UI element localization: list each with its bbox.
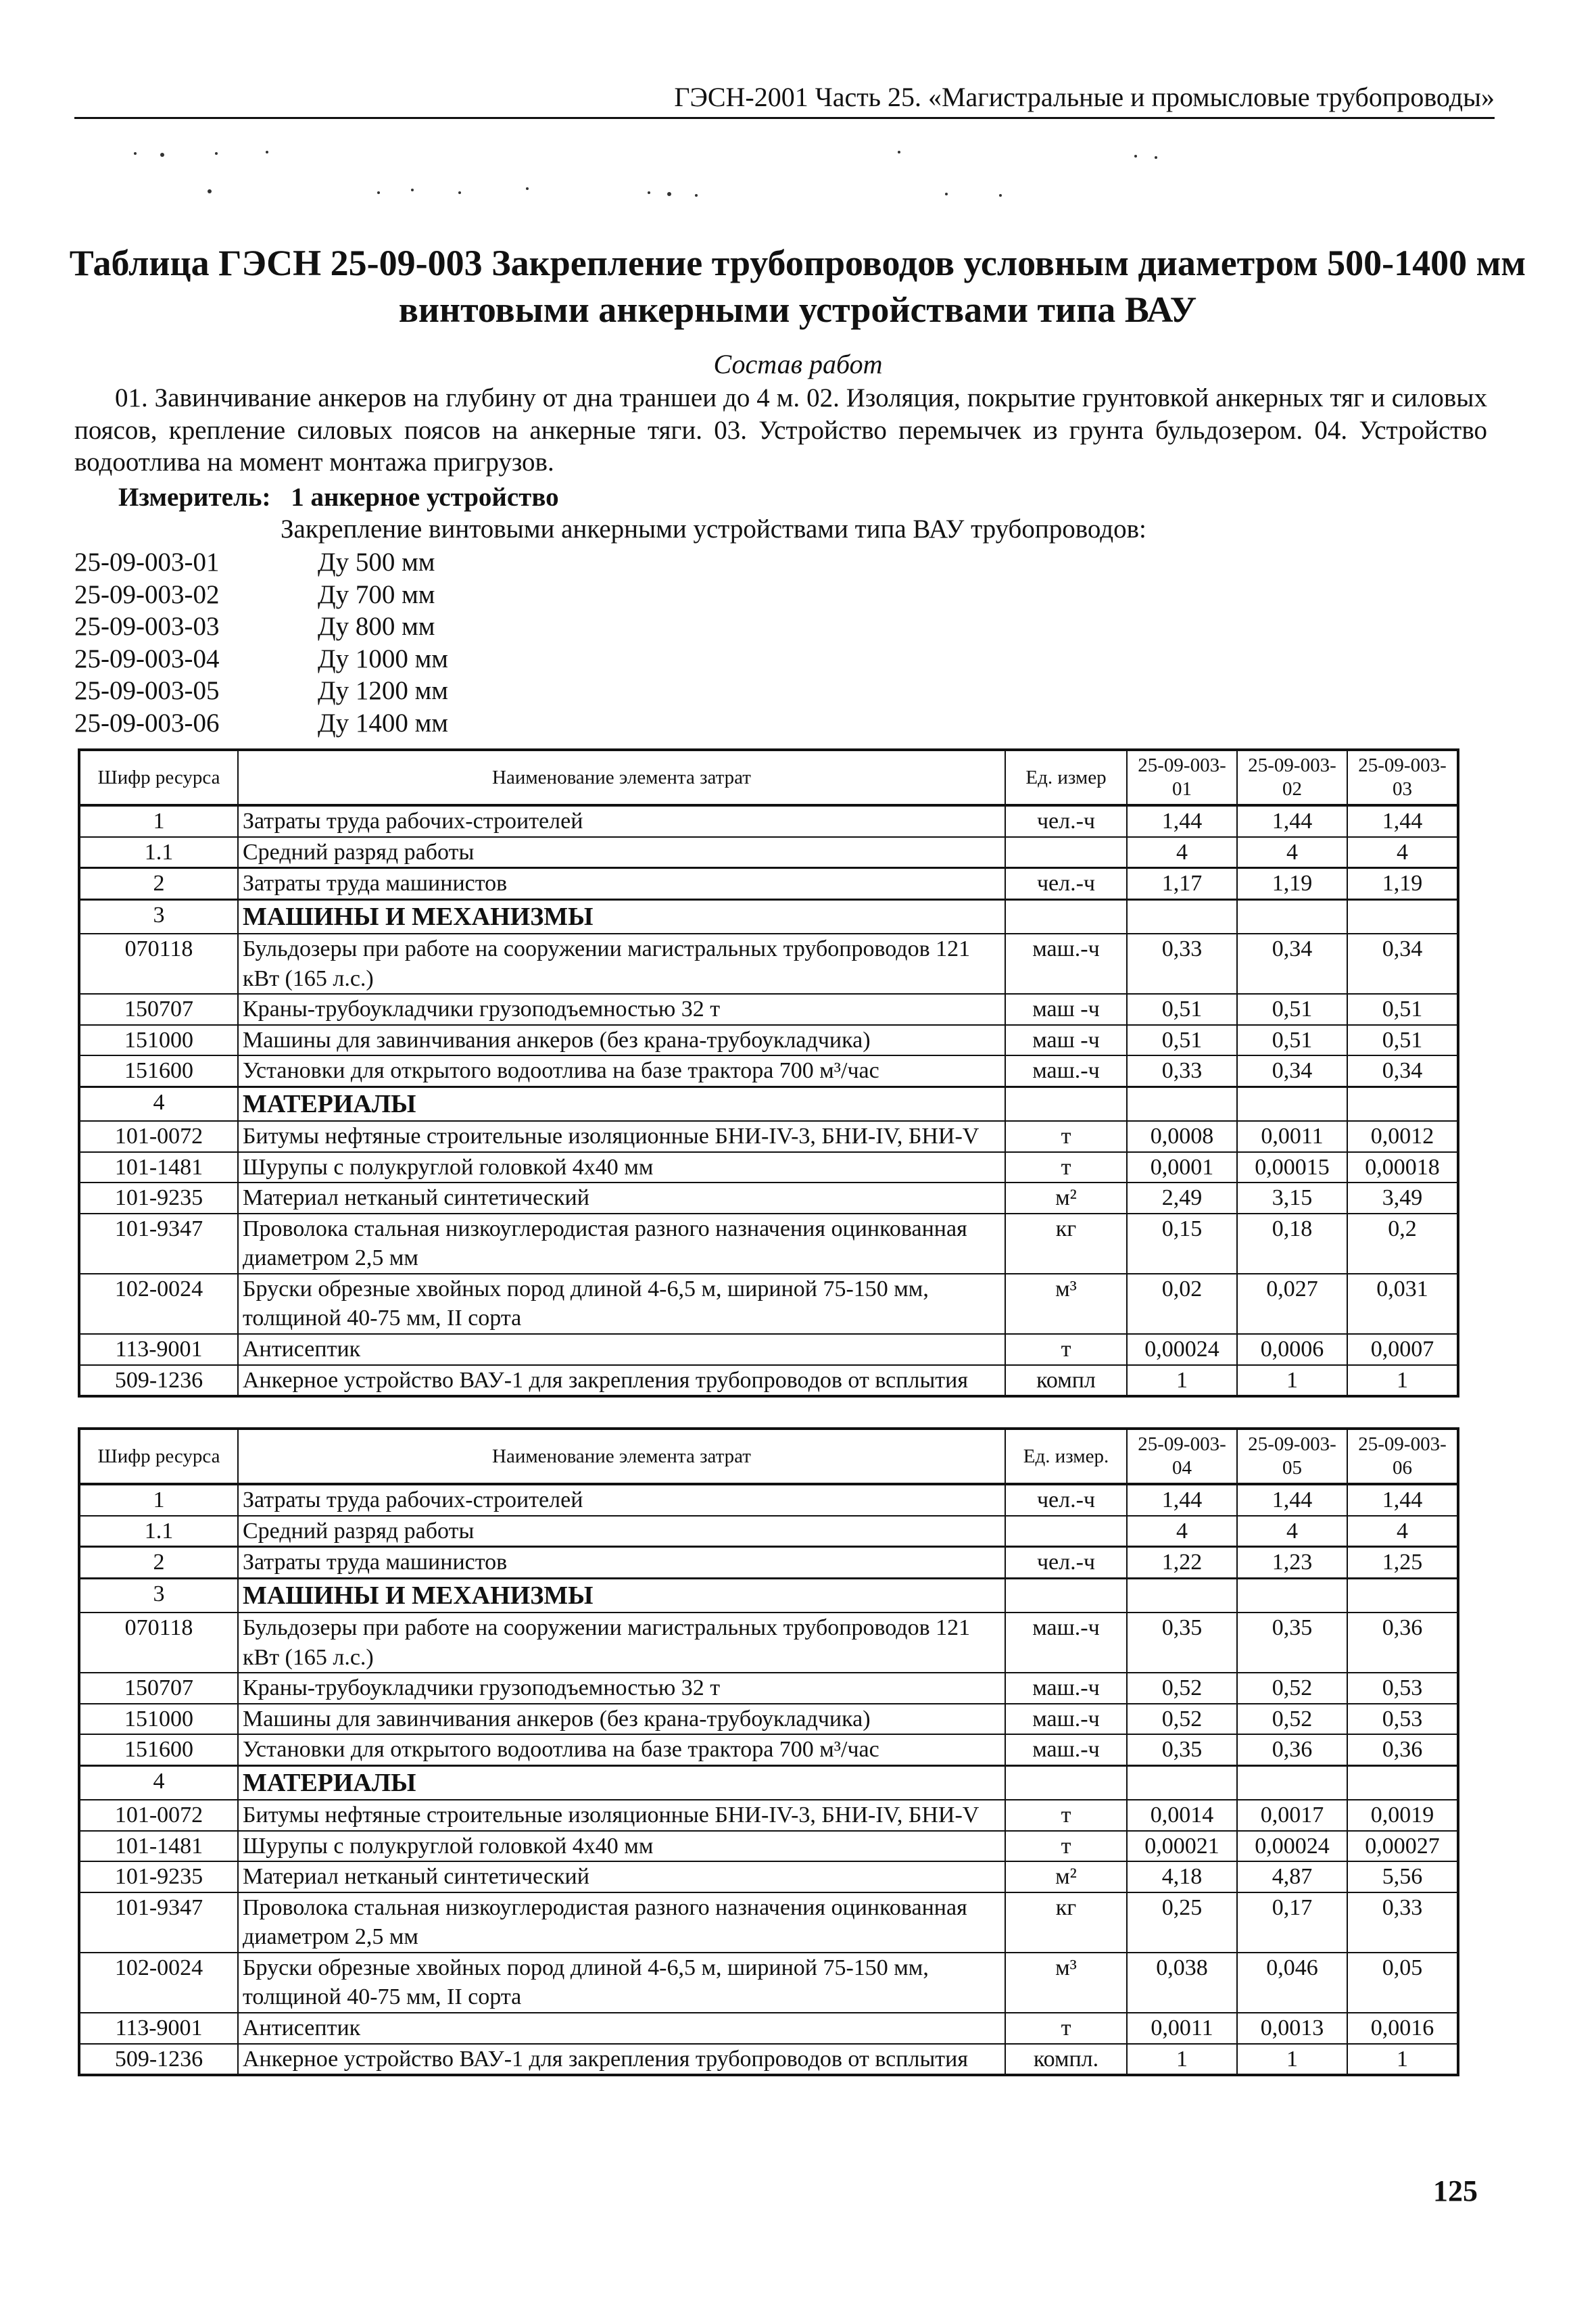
resource-code-cell: 113-9001: [79, 1334, 238, 1365]
code: 25-09-003-03: [74, 612, 220, 641]
value-cell: 0,0014: [1127, 1800, 1237, 1831]
value-cell: 0,00018: [1347, 1152, 1458, 1183]
value-cell: 0,02: [1127, 1274, 1237, 1334]
unit-cell: маш.-ч: [1005, 1734, 1127, 1765]
header-col: 25-09-003-01: [1127, 750, 1237, 805]
cost-element-cell: Машины для завинчивания анкеров (без крана-трубоукладчика): [238, 1704, 1005, 1735]
table-row: [79, 1274, 1458, 1334]
value-cell: 0,00024: [1127, 1334, 1237, 1365]
value-cell: 0,52: [1237, 1704, 1347, 1735]
value-cell: 0,0012: [1347, 1121, 1458, 1152]
value-cell: 0,0013: [1237, 2013, 1347, 2044]
header-code: Шифр ресурса: [79, 1429, 238, 1484]
norms-table: [78, 1427, 1459, 2076]
unit-cell: чел.-ч: [1005, 805, 1127, 837]
cost-element-cell: Материал нетканый синтетический: [238, 1861, 1005, 1892]
norms-table-2: [78, 1427, 1457, 2076]
value-cell: 0,0011: [1127, 2013, 1237, 2044]
code-list-item: [74, 611, 448, 643]
resource-code-cell: 1: [79, 1484, 238, 1516]
value-cell: 0,34: [1237, 934, 1347, 994]
resource-code-cell: 150707: [79, 1673, 238, 1704]
code-list-item: [74, 546, 448, 579]
work-composition-heading: Состав работ: [713, 349, 883, 379]
value-cell: 1,23: [1237, 1547, 1347, 1579]
value-cell: 0,17: [1237, 1892, 1347, 1953]
table-row: [79, 805, 1458, 837]
value-cell: 1,17: [1127, 868, 1237, 900]
value-cell: 1,22: [1127, 1547, 1237, 1579]
table-row: [79, 1673, 1458, 1704]
table-row: [79, 1121, 1458, 1152]
value-cell: 0,00027: [1347, 1831, 1458, 1862]
cost-element-cell: Антисептик: [238, 1334, 1005, 1365]
value-cell: 0,35: [1127, 1613, 1237, 1673]
unit-cell: т: [1005, 1334, 1127, 1365]
value-cell: 0,031: [1347, 1274, 1458, 1334]
resource-code-cell: 151000: [79, 1704, 238, 1735]
resource-code-cell: 4: [79, 1087, 238, 1121]
value-cell: 0,51: [1347, 1025, 1458, 1056]
cost-element-cell: Бруски обрезные хвойных пород длиной 4-6,5 м, шириной 75-150 мм, толщиной 40-75 мм, II сорта: [238, 1274, 1005, 1334]
value-cell: 0,0007: [1347, 1334, 1458, 1365]
table-row: [79, 2044, 1458, 2076]
value-cell: 0,0016: [1347, 2013, 1458, 2044]
unit-cell: т: [1005, 2013, 1127, 2044]
table-header-row: [79, 750, 1458, 805]
cost-element-cell: Бульдозеры при работе на сооружении магистральных трубопроводов 121 кВт (165 л.с.): [238, 1613, 1005, 1673]
unit-cell: маш.-ч: [1005, 1673, 1127, 1704]
value-cell: 0,36: [1347, 1734, 1458, 1765]
header-col: 25-09-003-06: [1347, 1429, 1458, 1484]
resource-code-cell: 102-0024: [79, 1274, 238, 1334]
resource-code-cell: 2: [79, 1547, 238, 1579]
resource-code-cell: 101-9235: [79, 1861, 238, 1892]
value-cell: 0,34: [1347, 934, 1458, 994]
table-row: [79, 1734, 1458, 1765]
cost-element-cell: МАТЕРИАЛЫ: [238, 1087, 1005, 1121]
value-cell: 0,52: [1237, 1673, 1347, 1704]
resource-code-cell: 1: [79, 805, 238, 837]
cost-element-cell: Средний разряд работы: [238, 837, 1005, 868]
resource-code-cell: 101-9347: [79, 1892, 238, 1953]
title-line-1: Таблица ГЭСН 25-09-003 Закрепление трубопроводов условным диаметром 500-1400 мм: [69, 243, 1526, 283]
unit-cell: т: [1005, 1831, 1127, 1862]
value-cell: 0,52: [1127, 1704, 1237, 1735]
code: 25-09-003-05: [74, 676, 220, 705]
table-title: [41, 240, 1555, 333]
value-cell: 1,44: [1127, 1484, 1237, 1516]
cost-element-cell: Проволока стальная низкоуглеродистая разного назначения оцинкованная диаметром 2,5 мм: [238, 1892, 1005, 1953]
value-cell: [1347, 1087, 1458, 1121]
value-cell: 0,35: [1237, 1613, 1347, 1673]
value-cell: 3,49: [1347, 1183, 1458, 1214]
table-row: [79, 1800, 1458, 1831]
header-col: 25-09-003-04: [1127, 1429, 1237, 1484]
value-cell: 0,15: [1127, 1214, 1237, 1274]
cost-element-cell: МАТЕРИАЛЫ: [238, 1765, 1005, 1800]
table-row: [79, 1484, 1458, 1516]
code: 25-09-003-02: [74, 579, 220, 609]
unit-cell: т: [1005, 1152, 1127, 1183]
resource-code-cell: 151000: [79, 1025, 238, 1056]
unit-cell: м²: [1005, 1861, 1127, 1892]
value-cell: 1,19: [1237, 868, 1347, 900]
value-cell: 0,33: [1127, 1055, 1237, 1087]
cost-element-cell: Установки для открытого водоотлива на базе трактора 700 м³/час: [238, 1734, 1005, 1765]
table-row: [79, 1953, 1458, 2013]
value-cell: 4: [1237, 837, 1347, 868]
value-cell: [1127, 899, 1237, 934]
value-cell: 0,51: [1237, 994, 1347, 1025]
value-cell: [1347, 1578, 1458, 1613]
resource-code-cell: 101-1481: [79, 1831, 238, 1862]
value-cell: 4,87: [1237, 1861, 1347, 1892]
unit-cell: компл.: [1005, 2044, 1127, 2076]
code-list-item: [74, 643, 448, 675]
code-desc: Ду 700 мм: [318, 579, 435, 609]
table-row: [79, 1892, 1458, 1953]
resource-code-cell: 101-0072: [79, 1800, 238, 1831]
value-cell: 1,44: [1347, 1484, 1458, 1516]
value-cell: 0,36: [1347, 1613, 1458, 1673]
value-cell: 0,35: [1127, 1734, 1237, 1765]
code-desc: Ду 800 мм: [318, 612, 435, 641]
value-cell: 3,15: [1237, 1183, 1347, 1214]
table-row: [79, 1831, 1458, 1862]
cost-element-cell: Краны-трубоукладчики грузоподъемностью 32 т: [238, 994, 1005, 1025]
title-line-2: винтовыми анкерными устройствами типа ВАУ: [398, 289, 1197, 331]
value-cell: [1347, 1765, 1458, 1800]
value-cell: 0,00024: [1237, 1831, 1347, 1862]
resource-code-cell: 113-9001: [79, 2013, 238, 2044]
value-cell: 0,53: [1347, 1673, 1458, 1704]
header-unit: Ед. измер.: [1005, 1429, 1127, 1484]
resource-code-cell: 070118: [79, 1613, 238, 1673]
resource-code-cell: 101-1481: [79, 1152, 238, 1183]
table-row: [79, 1365, 1458, 1397]
unit-cell: [1005, 1087, 1127, 1121]
unit-cell: чел.-ч: [1005, 1547, 1127, 1579]
table-row: [79, 1183, 1458, 1214]
section-row: [79, 1765, 1458, 1800]
table-row: [79, 1334, 1458, 1365]
resource-code-cell: 150707: [79, 994, 238, 1025]
cost-element-cell: МАШИНЫ И МЕХАНИЗМЫ: [238, 1578, 1005, 1613]
resource-code-cell: 509-1236: [79, 2044, 238, 2076]
value-cell: 0,0008: [1127, 1121, 1237, 1152]
value-cell: 5,56: [1347, 1861, 1458, 1892]
cost-element-cell: Затраты труда машинистов: [238, 868, 1005, 900]
value-cell: 0,52: [1127, 1673, 1237, 1704]
value-cell: 1,44: [1237, 1484, 1347, 1516]
table-row: [79, 1214, 1458, 1274]
table-row: [79, 1055, 1458, 1087]
cost-element-cell: Проволока стальная низкоуглеродистая разного назначения оцинкованная диаметром 2,5 мм: [238, 1214, 1005, 1274]
value-cell: 0,046: [1237, 1953, 1347, 2013]
code-desc: Ду 1000 мм: [318, 644, 448, 673]
unit-cell: кг: [1005, 1214, 1127, 1274]
code: 25-09-003-06: [74, 708, 220, 738]
value-cell: 0,0017: [1237, 1800, 1347, 1831]
value-cell: 1: [1127, 2044, 1237, 2076]
table-row: [79, 1025, 1458, 1056]
resource-code-cell: 101-9347: [79, 1214, 238, 1274]
cost-element-cell: Затраты труда рабочих-строителей: [238, 805, 1005, 837]
value-cell: 0,34: [1347, 1055, 1458, 1087]
value-cell: 0,51: [1237, 1025, 1347, 1056]
value-cell: 0,33: [1347, 1892, 1458, 1953]
value-cell: 0,51: [1127, 994, 1237, 1025]
value-cell: 0,00015: [1237, 1152, 1347, 1183]
value-cell: 0,05: [1347, 1953, 1458, 2013]
unit-cell: м³: [1005, 1274, 1127, 1334]
value-cell: 0,33: [1127, 934, 1237, 994]
code: 25-09-003-01: [74, 548, 220, 577]
resource-code-cell: 151600: [79, 1734, 238, 1765]
unit-cell: кг: [1005, 1892, 1127, 1953]
table-row: [79, 1613, 1458, 1673]
unit-cell: т: [1005, 1800, 1127, 1831]
cost-element-cell: Анкерное устройство ВАУ-1 для закрепления трубопроводов от всплытия: [238, 2044, 1005, 2076]
section-row: [79, 1578, 1458, 1613]
value-cell: [1237, 1765, 1347, 1800]
cost-element-cell: Бруски обрезные хвойных пород длиной 4-6,5 м, шириной 75-150 мм, толщиной 40-75 мм, II сорта: [238, 1953, 1005, 2013]
value-cell: 4: [1237, 1516, 1347, 1547]
value-cell: 1: [1127, 1365, 1237, 1397]
table-row: [79, 934, 1458, 994]
section-row: [79, 1087, 1458, 1121]
unit-cell: маш.-ч: [1005, 1704, 1127, 1735]
unit-cell: [1005, 1765, 1127, 1800]
cost-element-cell: МАШИНЫ И МЕХАНИЗМЫ: [238, 899, 1005, 934]
unit-cell: м³: [1005, 1953, 1127, 2013]
cost-element-cell: Установки для открытого водоотлива на базе трактора 700 м³/час: [238, 1055, 1005, 1087]
resource-code-cell: 1.1: [79, 1516, 238, 1547]
fixing-description: Закрепление винтовыми анкерными устройствами типа ВАУ трубопроводов:: [281, 515, 1146, 544]
measure-label: Измеритель:: [118, 483, 271, 512]
table-row: [79, 837, 1458, 868]
value-cell: 0,51: [1347, 994, 1458, 1025]
unit-cell: чел.-ч: [1005, 1484, 1127, 1516]
table-row: [79, 1152, 1458, 1183]
resource-code-cell: 070118: [79, 934, 238, 994]
value-cell: 1: [1237, 2044, 1347, 2076]
value-cell: 0,53: [1347, 1704, 1458, 1735]
unit-cell: маш -ч: [1005, 1025, 1127, 1056]
work-composition-text: 01. Завинчивание анкеров на глубину от дна траншеи до 4 м. 02. Изоляция, покрытие грунтовкой анкерных тяг и силовых поясов, крепление силовых поясов на анкерные тяги. 03. Устройство перемычек из грунта бульдозером. 04. Устройство водоотлива на момент монтажа пригрузов.: [74, 383, 1487, 477]
cost-element-cell: Битумы нефтяные строительные изоляционные БНИ-IV-3, БНИ-IV, БНИ-V: [238, 1800, 1005, 1831]
unit-cell: т: [1005, 1121, 1127, 1152]
value-cell: 1: [1237, 1365, 1347, 1397]
value-cell: [1127, 1765, 1237, 1800]
value-cell: 1,44: [1347, 805, 1458, 837]
table-row: [79, 1861, 1458, 1892]
code-desc: Ду 1400 мм: [318, 708, 448, 738]
value-cell: 0,18: [1237, 1214, 1347, 1274]
cost-element-cell: Шурупы с полукруглой головкой 4x40 мм: [238, 1152, 1005, 1183]
value-cell: 4: [1127, 1516, 1237, 1547]
measure-line: [118, 482, 559, 512]
resource-code-cell: 3: [79, 899, 238, 934]
value-cell: 4: [1127, 837, 1237, 868]
code-list-item: [74, 675, 448, 707]
value-cell: 0,0011: [1237, 1121, 1347, 1152]
unit-cell: компл: [1005, 1365, 1127, 1397]
cost-element-cell: Материал нетканый синтетический: [238, 1183, 1005, 1214]
cost-element-cell: Антисептик: [238, 2013, 1005, 2044]
resource-code-cell: 3: [79, 1578, 238, 1613]
resource-code-cell: 101-0072: [79, 1121, 238, 1152]
unit-cell: чел.-ч: [1005, 868, 1127, 900]
unit-cell: [1005, 1516, 1127, 1547]
value-cell: 1,19: [1347, 868, 1458, 900]
header-name: Наименование элемента затрат: [238, 1429, 1005, 1484]
value-cell: [1237, 1087, 1347, 1121]
cost-element-cell: Средний разряд работы: [238, 1516, 1005, 1547]
measure-value: 1 анкерное устройство: [291, 483, 559, 512]
code-list: [74, 546, 448, 739]
unit-cell: [1005, 1578, 1127, 1613]
header-unit: Ед. измер: [1005, 750, 1127, 805]
header-col: 25-09-003-03: [1347, 750, 1458, 805]
header-name: Наименование элемента затрат: [238, 750, 1005, 805]
table-row: [79, 994, 1458, 1025]
value-cell: 0,25: [1127, 1892, 1237, 1953]
table-row: [79, 1516, 1458, 1547]
section-row: [79, 899, 1458, 934]
value-cell: 0,0019: [1347, 1800, 1458, 1831]
cost-element-cell: Битумы нефтяные строительные изоляционные БНИ-IV-3, БНИ-IV, БНИ-V: [238, 1121, 1005, 1152]
page-number: 125: [1433, 2174, 1478, 2207]
cost-element-cell: Анкерное устройство ВАУ-1 для закрепления трубопроводов от всплытия: [238, 1365, 1005, 1397]
code-desc: Ду 1200 мм: [318, 676, 448, 705]
value-cell: [1237, 899, 1347, 934]
scan-noise: [122, 145, 1271, 213]
value-cell: 1,25: [1347, 1547, 1458, 1579]
unit-cell: м²: [1005, 1183, 1127, 1214]
value-cell: 4,18: [1127, 1861, 1237, 1892]
resource-code-cell: 2: [79, 868, 238, 900]
resource-code-cell: 1.1: [79, 837, 238, 868]
value-cell: 4: [1347, 837, 1458, 868]
value-cell: 0,0006: [1237, 1334, 1347, 1365]
resource-code-cell: 509-1236: [79, 1365, 238, 1397]
unit-cell: маш -ч: [1005, 994, 1127, 1025]
norms-table-1: [78, 748, 1457, 1398]
unit-cell: маш.-ч: [1005, 1613, 1127, 1673]
header-code: Шифр ресурса: [79, 750, 238, 805]
value-cell: 1: [1347, 1365, 1458, 1397]
value-cell: 4: [1347, 1516, 1458, 1547]
value-cell: 0,51: [1127, 1025, 1237, 1056]
code: 25-09-003-04: [74, 644, 220, 673]
cost-element-cell: Затраты труда рабочих-строителей: [238, 1484, 1005, 1516]
value-cell: 0,027: [1237, 1274, 1347, 1334]
value-cell: [1127, 1578, 1237, 1613]
value-cell: [1347, 899, 1458, 934]
unit-cell: [1005, 837, 1127, 868]
cost-element-cell: Бульдозеры при работе на сооружении магистральных трубопроводов 121 кВт (165 л.с.): [238, 934, 1005, 994]
value-cell: [1127, 1087, 1237, 1121]
code-list-item: [74, 707, 448, 740]
table-row: [79, 2013, 1458, 2044]
norms-table: [78, 748, 1459, 1398]
header-col: 25-09-003-02: [1237, 750, 1347, 805]
value-cell: 1,44: [1127, 805, 1237, 837]
table-row: [79, 868, 1458, 900]
value-cell: 0,2: [1347, 1214, 1458, 1274]
code-desc: Ду 500 мм: [318, 548, 435, 577]
header-col: 25-09-003-05: [1237, 1429, 1347, 1484]
value-cell: 1,44: [1237, 805, 1347, 837]
resource-code-cell: 4: [79, 1765, 238, 1800]
cost-element-cell: Краны-трубоукладчики грузоподъемностью 32 т: [238, 1673, 1005, 1704]
value-cell: 0,0001: [1127, 1152, 1237, 1183]
value-cell: 0,36: [1237, 1734, 1347, 1765]
value-cell: 0,34: [1237, 1055, 1347, 1087]
table-row: [79, 1547, 1458, 1579]
value-cell: [1237, 1578, 1347, 1613]
running-header: ГЭСН-2001 Часть 25. «Магистральные и промысловые трубопроводы»: [74, 81, 1495, 119]
table-header-row: [79, 1429, 1458, 1484]
cost-element-cell: Затраты труда машинистов: [238, 1547, 1005, 1579]
resource-code-cell: 151600: [79, 1055, 238, 1087]
resource-code-cell: 101-9235: [79, 1183, 238, 1214]
value-cell: 2,49: [1127, 1183, 1237, 1214]
cost-element-cell: Машины для завинчивания анкеров (без крана-трубоукладчика): [238, 1025, 1005, 1056]
value-cell: 0,00021: [1127, 1831, 1237, 1862]
unit-cell: [1005, 899, 1127, 934]
unit-cell: маш.-ч: [1005, 1055, 1127, 1087]
value-cell: 1: [1347, 2044, 1458, 2076]
value-cell: 0,038: [1127, 1953, 1237, 2013]
cost-element-cell: Шурупы с полукруглой головкой 4x40 мм: [238, 1831, 1005, 1862]
code-list-item: [74, 579, 448, 611]
table-row: [79, 1704, 1458, 1735]
unit-cell: маш.-ч: [1005, 934, 1127, 994]
resource-code-cell: 102-0024: [79, 1953, 238, 2013]
